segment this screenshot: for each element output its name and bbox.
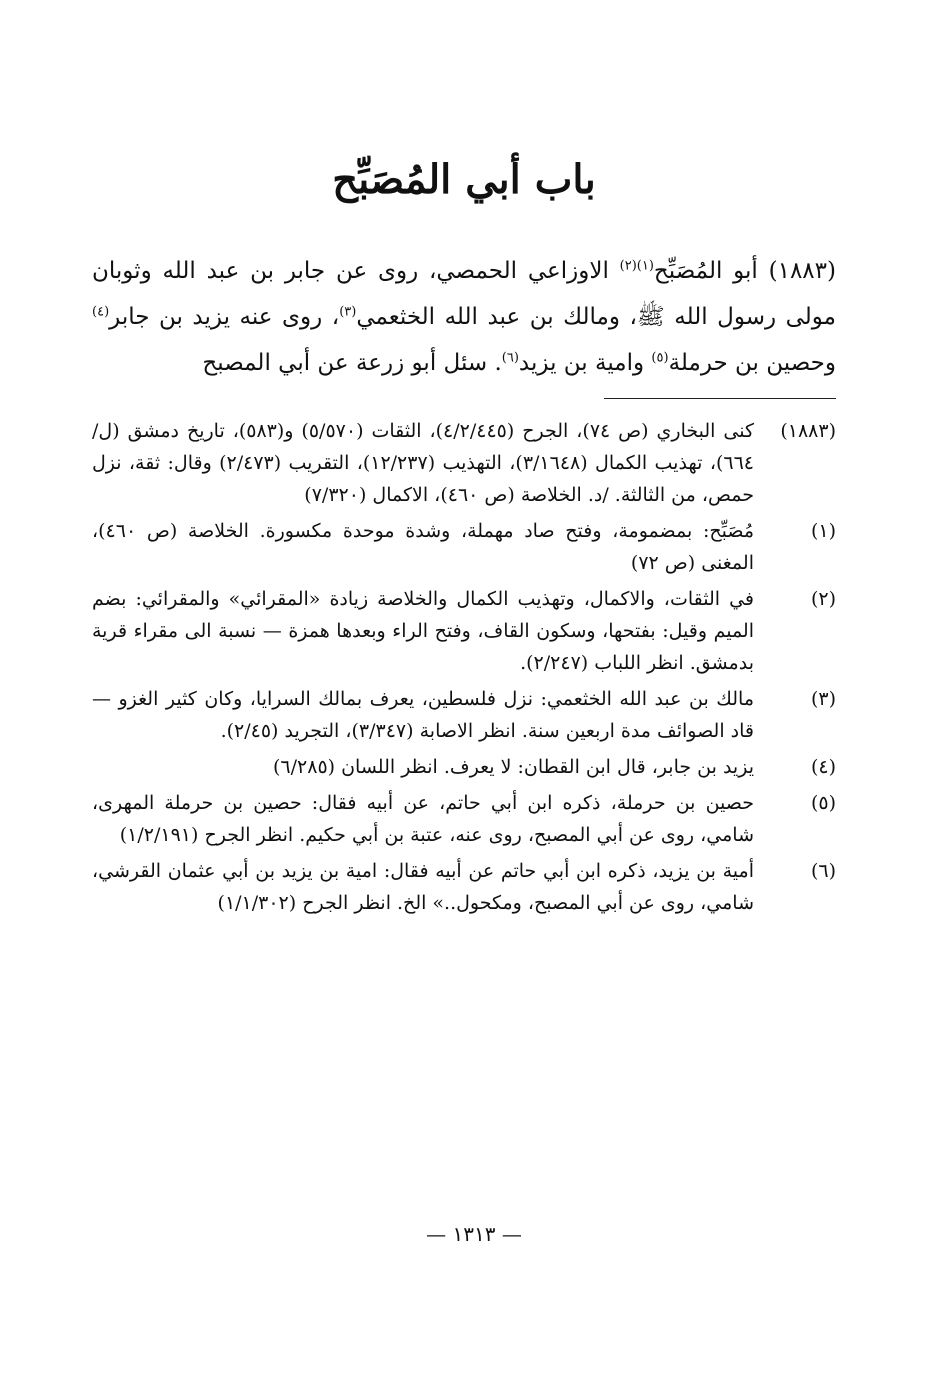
chapter-title: باب أبي المُصَبِّح [332,156,596,203]
entry-text-f: . سئل أبو زرعة عن أبي المصبح [202,350,502,376]
footnote-text: مالك بن عبد الله الخثعمي: نزل فلسطين، يعرف بمالك السرايا، وكان كثير الغزو — قاد الصوائف مدة اربعين سنة. انظر الاصابة (٣/٣٤٧)، التجريد (٢/٤٥). [92,688,754,742]
entry-text-d: وحصين بن حرملة [668,350,836,376]
entry-number: (١٨٨٣) [768,258,836,284]
footnote-ref-5[interactable]: (٥) [651,350,669,366]
footnote-text: كنى البخاري (ص ٧٤)، الجرح (٤/٢/٤٤٥)، الثقات (٥/٥٧٠) و(٥٨٣)، تاريخ دمشق (ل/٦٦٤)، تهذيب الكمال (٣/١٦٤٨)، التهذيب (١٢/٢٣٧)، التقريب (٢/٤٧٣) وقال: ثقة، نزل حمص، من الثالثة. /د. الخلاصة (ص ٤٦٠)، الاكمال (٧/٣٢٠) [92,420,754,506]
footnote-2 [92,583,836,679]
footnote-number: (٤) [810,756,836,778]
footnote-5 [92,787,836,851]
entry-text-c: ، روى عنه يزيد بن جابر [109,304,340,330]
footnote-text: في الثقات، والاكمال، وتهذيب الكمال والخلاصة زيادة «المقرائي» والمقرائي: بضم الميم وقيل: بفتحها، وسكون القاف، وفتح الراء وبعدها همزة — نسبة الى مقراء قرية بدمشق. انظر اللباب (٢/٢٤٧). [92,588,754,674]
footnote-entry-source [92,415,836,511]
entry-text-b: الاوزاعي الحمصي، روى عن جابر بن عبد الله وثوبان مولى رسول الله ﷺ، ومالك بن عبد الله الخثعمي [92,258,836,330]
entry-text-a: أبو المُصَبِّح [653,258,758,284]
footnote-text: يزيد بن جابر، قال ابن القطان: لا يعرف. انظر اللسان (٦/٢٨٥) [273,756,754,778]
footnote-6 [92,855,836,919]
footnote-text: مُصَبِّح: بمضمومة، وفتح صاد مهملة، وشدة موحدة مكسورة. الخلاصة (ص ٤٦٠)، المغنى (ص ٧٢) [92,520,754,574]
footnote-ref-3[interactable]: (٣) [339,304,357,320]
footnote-ref-6[interactable]: (٦) [501,350,519,366]
footnote-ref-1-2[interactable]: (١)(٢) [619,258,654,274]
footnote-4 [92,751,836,783]
page-content [92,150,836,923]
entry-text-e: وامية بن يزيد [518,350,645,376]
footnotes-list [92,415,836,919]
footnote-ref-4[interactable]: (٤) [92,304,110,320]
footnote-divider [604,398,836,399]
footnote-number: (١٨٨٣) [780,420,836,442]
page-number: — ١٣١٣ — [426,1222,522,1246]
footnote-number: (٥) [810,792,836,814]
footnote-number: (٣) [810,688,836,710]
main-entry [92,248,836,386]
footnote-number: (١) [810,520,836,542]
footnote-1 [92,515,836,579]
footnote-number: (٦) [810,860,836,882]
footnote-text: حصين بن حرملة، ذكره ابن أبي حاتم، عن أبيه فقال: حصين بن حرملة المهرى، شامي، روى عن أبي المصبح، روى عنه، عتبة بن أبي حكيم. انظر الجرح (١/٢/١٩١) [92,792,754,846]
footnote-3 [92,683,836,747]
footnote-number: (٢) [810,588,836,610]
footnote-text: أمية بن يزيد، ذكره ابن أبي حاتم عن أبيه فقال: امية بن يزيد بن أبي عثمان القرشي، شامي، روى عن أبي المصبح، ومكحول..» الخ. انظر الجرح (١/١/٣٠٢) [92,860,754,914]
